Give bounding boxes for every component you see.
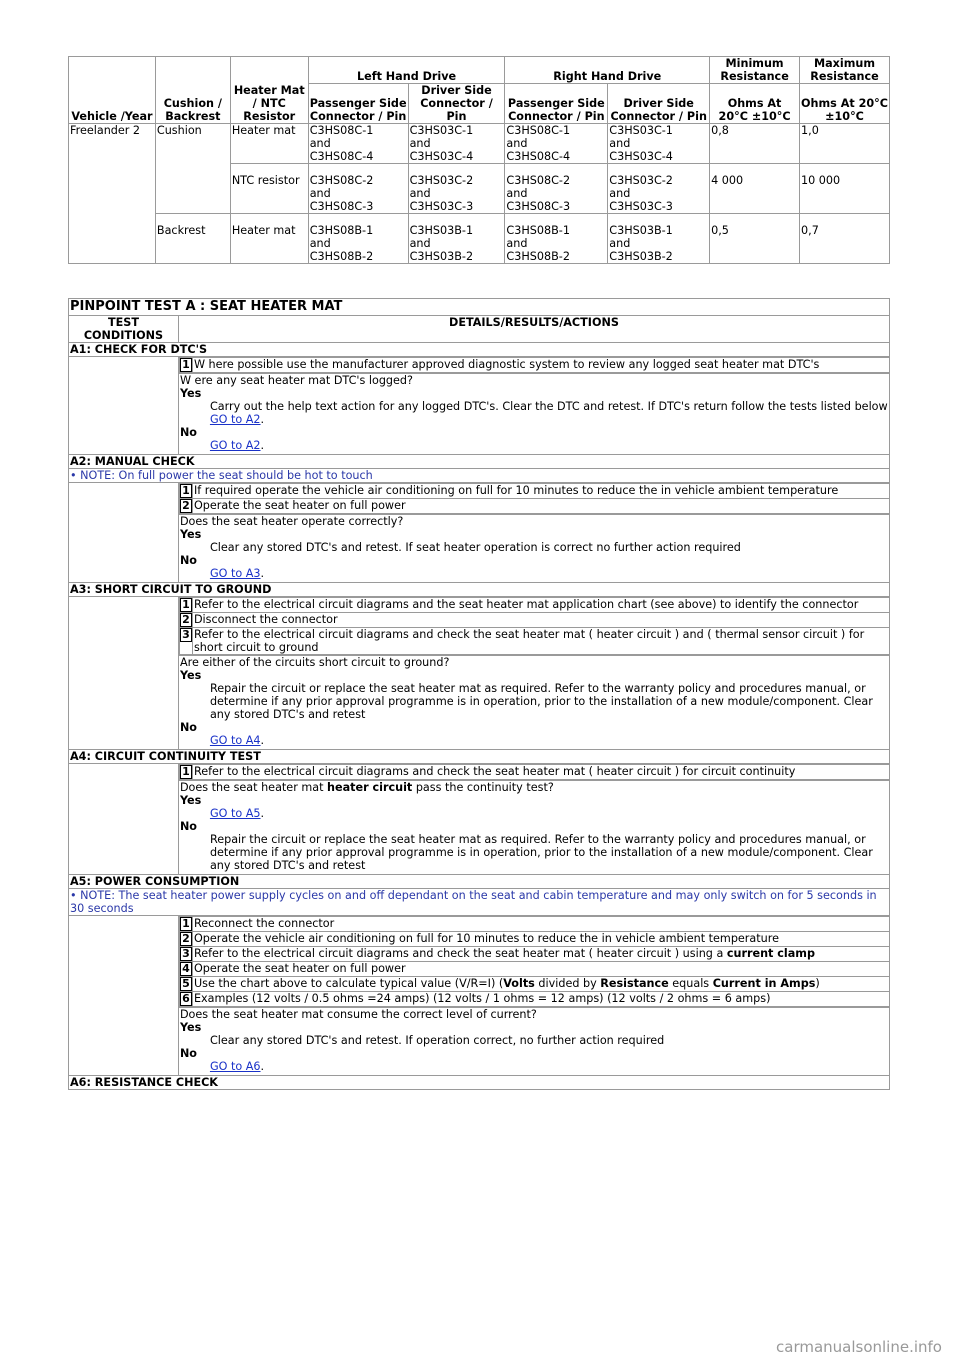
a3-results: Are either of the circuits short circuit to ground? Yes Repair the circuit or replace the seat heater mat as required. Refer to the warranty policy and procedures manual, or determine if any prior approval programme is in operation, prior to the installation of a new module/component. Clear any stored DTC's and retest No GO to A4.	[178, 656, 889, 750]
watermark: carmanualsonline.info	[776, 1338, 942, 1356]
a3-step-2: Disconnect the connector	[192, 613, 889, 628]
header-rhd-pass: Passenger Side Connector / Pin	[505, 84, 608, 124]
cell-rhd-drv: C3HS03C-1 and C3HS03C-4	[608, 124, 710, 164]
step-number-icon: 3	[179, 947, 192, 962]
cell-max: 1,0	[800, 124, 890, 164]
step-number-icon: 3	[179, 628, 192, 655]
header-lhd: Left Hand Drive	[308, 57, 505, 84]
a5-results: Does the seat heater mat consume the correct level of current? Yes Clear any stored DTC's and retest. If operation correct, no further action required No GO to A6.	[178, 1008, 889, 1076]
header-min: Minimum Resistance	[710, 57, 800, 84]
a3-yes-text: Repair the circuit or replace the seat heater mat as required. Refer to the warranty policy and procedures manual, or determine if any prior approval programme is in operation, prior to the installation of a new module/component. Clear any stored DTC's and retest	[209, 682, 873, 721]
header-test-conditions: TEST CONDITIONS	[69, 316, 179, 343]
a2-yes-text: Clear any stored DTC's and retest. If seat heater operation is correct no further action required	[209, 541, 741, 554]
header-cushion: Cushion / Backrest	[155, 57, 230, 124]
cell-type: Heater mat	[230, 214, 308, 264]
cell-rhd-drv: C3HS03B-1 and C3HS03B-2	[608, 214, 710, 264]
cell-rhd-drv: C3HS03C-2 and C3HS03C-3	[608, 164, 710, 214]
header-heater: Heater Mat / NTC Resistor	[230, 57, 308, 124]
a1-step-1: W here possible use the manufacturer approved diagnostic system to review any logged seat heater mat DTC's	[192, 358, 889, 373]
yes-label: Yes	[179, 669, 202, 682]
a5-note: • NOTE: The seat heater power supply cycles on and off dependant on the seat and cabin temperature and may only switch on for 5 seconds in 30 seconds	[69, 889, 890, 916]
a2-results: Does the seat heater operate correctly? Yes Clear any stored DTC's and retest. If seat heater operation is correct no further action required No GO to A3.	[178, 515, 889, 583]
cell-lhd-drv: C3HS03C-2 and C3HS03C-3	[408, 164, 505, 214]
no-label: No	[179, 820, 197, 833]
header-details: DETAILS/RESULTS/ACTIONS	[178, 316, 889, 343]
a4-no-text: Repair the circuit or replace the seat heater mat as required. Refer to the warranty policy and procedures manual, or determine if any prior approval programme is in operation, prior to the installation of a new module/component. Clear any stored DTC's and retest	[209, 833, 873, 872]
a3-question: Are either of the circuits short circuit to ground?	[179, 656, 450, 669]
cell-part: Backrest	[155, 214, 230, 264]
a1-conditions	[69, 357, 179, 455]
a4-results: Does the seat heater mat heater circuit pass the continuity test? Yes GO to A5. No Repair the circuit or replace the seat heater mat as required. Refer to the warranty policy and procedures manual, or determine if any prior approval programme is in operation, prior to the installation of a new module/component. Clear any stored DTC's and retest	[178, 781, 889, 875]
header-rhd-drv: Driver Side Connector / Pin	[608, 84, 710, 124]
section-a5-title: A5: POWER CONSUMPTION	[69, 875, 890, 889]
cell-min: 0,8	[710, 124, 800, 164]
cell-rhd-pass: C3HS08C-1 and C3HS08C-4	[505, 124, 608, 164]
a5-conditions	[69, 916, 179, 1076]
a1-results: W ere any seat heater mat DTC's logged? Yes Carry out the help text action for any logged DTC's. Clear the DTC and retest. If DTC's return follow the tests listed below GO to A2. No GO to A2.	[178, 374, 889, 455]
a2-step-2: Operate the seat heater on full power	[192, 499, 889, 514]
step-number-icon: 1	[179, 358, 192, 373]
no-label: No	[179, 426, 197, 439]
step-number-icon: 2	[179, 932, 192, 947]
table-row	[69, 124, 890, 164]
resistance-spec-table	[68, 56, 890, 264]
goto-a4-link[interactable]: GO to A4	[209, 734, 261, 747]
a3-conditions	[69, 597, 179, 750]
cell-rhd-pass: C3HS08C-2 and C3HS08C-3	[505, 164, 608, 214]
step-number-icon: 2	[179, 613, 192, 628]
cell-lhd-pass: C3HS08B-1 and C3HS08B-2	[308, 214, 408, 264]
header-max-ohms: Ohms At 20°C ±10°C	[800, 84, 890, 124]
yes-label: Yes	[179, 387, 202, 400]
cell-rhd-pass: C3HS08B-1 and C3HS08B-2	[505, 214, 608, 264]
goto-a2-link[interactable]: GO to A2	[209, 439, 261, 452]
cell-max: 10 000	[800, 164, 890, 214]
header-vehicle: Vehicle /Year	[69, 57, 156, 124]
section-a1-title: A1: CHECK FOR DTC'S	[69, 343, 890, 357]
a3-step-1: Refer to the electrical circuit diagrams and the seat heater mat application chart (see above) to identify the connector	[192, 598, 889, 613]
a3-step-3: Refer to the electrical circuit diagrams and check the seat heater mat ( heater circuit ) and ( thermal sensor circuit ) for short circuit to ground	[192, 628, 889, 655]
cell-part: Cushion	[155, 124, 230, 214]
no-label: No	[179, 1047, 197, 1060]
a5-step-2: Operate the vehicle air conditioning on full for 10 minutes to reduce the in vehicle ambient temperature	[192, 932, 889, 947]
a5-step-3: Refer to the electrical circuit diagrams and check the seat heater mat ( heater circuit ) using a current clamp	[192, 947, 889, 962]
a5-step-4: Operate the seat heater on full power	[192, 962, 889, 977]
no-label: No	[179, 554, 197, 567]
yes-label: Yes	[179, 528, 202, 541]
step-number-icon: 1	[179, 484, 192, 499]
header-lhd-pass: Passenger Side Connector / Pin	[308, 84, 408, 124]
cell-lhd-pass: C3HS08C-2 and C3HS08C-3	[308, 164, 408, 214]
no-label: No	[179, 721, 197, 734]
step-number-icon: 4	[179, 962, 192, 977]
a1-question: W ere any seat heater mat DTC's logged?	[179, 374, 413, 387]
cell-lhd-drv: C3HS03C-1 and C3HS03C-4	[408, 124, 505, 164]
goto-a5-link[interactable]: GO to A5	[209, 807, 261, 820]
a1-yes-text: Carry out the help text action for any logged DTC's. Clear the DTC and retest. If DTC's return follow the tests listed below	[209, 400, 888, 413]
a4-step-1: Refer to the electrical circuit diagrams and check the seat heater mat ( heater circuit ) for circuit continuity	[192, 765, 889, 780]
a2-question: Does the seat heater operate correctly?	[179, 515, 404, 528]
section-a3-title: A3: SHORT CIRCUIT TO GROUND	[69, 583, 890, 597]
step-number-icon: 5	[179, 977, 192, 992]
a5-yes-text: Clear any stored DTC's and retest. If operation correct, no further action required	[209, 1034, 665, 1047]
cell-lhd-pass: C3HS08C-1 and C3HS08C-4	[308, 124, 408, 164]
step-number-icon: 1	[179, 598, 192, 613]
section-a6-title: A6: RESISTANCE CHECK	[69, 1076, 890, 1090]
step-number-icon: 2	[179, 499, 192, 514]
a2-note: • NOTE: On full power the seat should be hot to touch	[69, 469, 890, 483]
section-a2-title: A2: MANUAL CHECK	[69, 455, 890, 469]
cell-type: NTC resistor	[230, 164, 308, 214]
yes-label: Yes	[179, 1021, 202, 1034]
section-a4-title: A4: CIRCUIT CONTINUITY TEST	[69, 750, 890, 764]
a4-conditions	[69, 764, 179, 875]
yes-label: Yes	[179, 794, 202, 807]
header-min-ohms: Ohms At 20°C ±10°C	[710, 84, 800, 124]
step-number-icon: 6	[179, 992, 192, 1007]
cell-vehicle: Freelander 2	[69, 124, 156, 264]
header-max: Maximum Resistance	[800, 57, 890, 84]
table-row	[69, 214, 890, 264]
goto-a3-link[interactable]: GO to A3	[209, 567, 261, 580]
a5-step-6: Examples (12 volts / 0.5 ohms =24 amps) (12 volts / 1 ohms = 12 amps) (12 volts / 2 ohms = 6 amps)	[192, 992, 889, 1007]
cell-min: 4 000	[710, 164, 800, 214]
a5-question: Does the seat heater mat consume the correct level of current?	[179, 1008, 537, 1021]
goto-a6-link[interactable]: GO to A6	[209, 1060, 261, 1073]
a5-step-5: Use the chart above to calculate typical value (V/R=I) (Volts divided by Resistance equals Current in Amps)	[192, 977, 889, 992]
header-rhd: Right Hand Drive	[505, 57, 710, 84]
header-lhd-drv: Driver Side Connector / Pin	[408, 84, 505, 124]
a2-step-1: If required operate the vehicle air conditioning on full for 10 minutes to reduce the in vehicle ambient temperature	[192, 484, 889, 499]
cell-type: Heater mat	[230, 124, 308, 164]
a4-question: Does the seat heater mat heater circuit pass the continuity test?	[179, 781, 554, 794]
pinpoint-test-table	[68, 298, 890, 1090]
step-number-icon: 1	[179, 765, 192, 780]
cell-lhd-drv: C3HS03B-1 and C3HS03B-2	[408, 214, 505, 264]
a2-conditions	[69, 483, 179, 583]
a5-step-1: Reconnect the connector	[192, 917, 889, 932]
pinpoint-title: PINPOINT TEST A : SEAT HEATER MAT	[69, 299, 890, 316]
cell-max: 0,7	[800, 214, 890, 264]
step-number-icon: 1	[179, 917, 192, 932]
goto-a2-link[interactable]: GO to A2	[209, 413, 261, 426]
cell-min: 0,5	[710, 214, 800, 264]
